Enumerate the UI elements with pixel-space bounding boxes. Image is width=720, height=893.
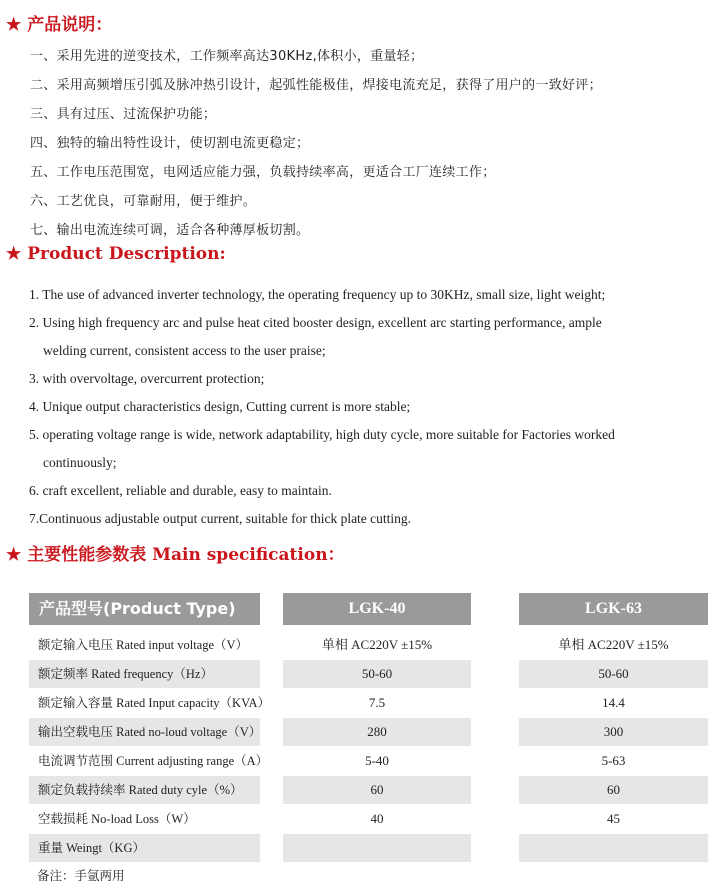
value-lgk40: 40 <box>370 811 384 826</box>
en-feature-list <box>29 281 615 533</box>
table-row <box>0 631 720 660</box>
value-lgk63: 50-60 <box>519 660 708 688</box>
value-lgk63: 45 <box>607 811 620 826</box>
table-row <box>0 776 720 805</box>
row-label: 额定输入电压 Rated input voltage（V） <box>38 638 249 652</box>
table-row <box>0 805 720 834</box>
list-item: 7.Continuous adjustable output current, suitable for thick plate cutting. <box>29 511 412 526</box>
table-row <box>0 718 720 747</box>
row-label: 输出空载电压 Rated no-loud voltage（V） <box>29 718 260 746</box>
cn-section-heading: ★ 产品说明： <box>6 15 113 35</box>
table-header-product-type: 产品型号(Product Type) <box>29 593 260 625</box>
list-item: 七、输出电流连续可调，适合各种薄厚板切割。 <box>30 223 310 238</box>
list-item: 四、独特的输出特性设计，使切割电流更稳定； <box>30 136 310 151</box>
en-section-heading: ★ Product Description: <box>6 244 226 264</box>
table-row <box>0 747 720 776</box>
list-item: 6. craft excellent, reliable and durable, easy to maintain. <box>29 483 332 498</box>
star-icon: ★ <box>6 244 22 264</box>
list-item: 三、具有过压、过流保护功能； <box>30 107 217 122</box>
value-lgk63: 300 <box>519 718 708 746</box>
list-item: 3. with overvoltage, overcurrent protection; <box>29 371 265 386</box>
list-item: 4. Unique output characteristics design, Cutting current is more stable; <box>29 399 411 414</box>
list-item: 2. Using high frequency arc and pulse heat cited booster design, excellent arc starting performance, ample <box>29 315 602 330</box>
value-lgk40: 5-40 <box>365 753 389 768</box>
list-item: 5. operating voltage range is wide, network adaptability, high duty cycle, more suitable for Factories worked <box>29 427 615 442</box>
row-label: 电流调节范围 Current adjusting range（A） <box>38 754 269 768</box>
value-lgk40: 7.5 <box>368 695 386 710</box>
spec-table <box>0 631 720 863</box>
value-lgk63: 单相 AC220V ±15% <box>558 637 669 652</box>
row-label: 重量 Weingt（KG） <box>29 834 260 862</box>
table-row <box>0 689 720 718</box>
value-lgk40: 单相 AC220V ±15% <box>321 637 433 652</box>
table-header-lgk63: LGK-63 <box>519 593 708 625</box>
cn-feature-list <box>30 42 602 245</box>
list-item-continuation: continuously; <box>43 455 117 470</box>
star-icon: ★ <box>6 545 22 565</box>
value-lgk40: 60 <box>283 776 471 804</box>
list-item-continuation: welding current, consistent access to the user praise; <box>43 343 326 358</box>
star-icon: ★ <box>6 15 22 35</box>
table-note: 备注：手氩两用 <box>37 869 125 883</box>
value-lgk63: 60 <box>519 776 708 804</box>
value-lgk40: 280 <box>283 718 471 746</box>
value-lgk63: 5-63 <box>601 753 626 768</box>
list-item: 五、工作电压范围宽，电网适应能力强，负载持续率高，更适合工厂连续工作； <box>30 165 496 180</box>
row-label: 空载损耗 No-load Loss（W） <box>38 812 196 826</box>
value-lgk40: 50-60 <box>283 660 471 688</box>
list-item: 六、工艺优良，可靠耐用，便于维护。 <box>30 194 257 209</box>
spec-section-heading: ★ 主要性能参数表 Main specification： <box>6 545 345 565</box>
list-item: 一、采用先进的逆变技术，工作频率高达30KHz,体积小，重量轻； <box>30 49 424 64</box>
table-row <box>0 660 720 689</box>
row-label: 额定负载持续率 Rated duty cyle（%） <box>29 776 260 804</box>
value-lgk40 <box>283 834 471 862</box>
row-label: 额定频率 Rated frequency（Hz） <box>29 660 260 688</box>
value-lgk63 <box>519 834 708 862</box>
table-row <box>0 834 720 863</box>
list-item: 二、采用高频增压引弧及脉冲热引设计，起弧性能极佳，焊接电流充足，获得了用户的一致好评； <box>30 78 602 93</box>
value-lgk63: 14.4 <box>602 695 625 710</box>
row-label: 额定输入容量 Rated Input capacity（KVA） <box>38 696 271 710</box>
table-header-lgk40: LGK-40 <box>283 593 471 625</box>
list-item: 1. The use of advanced inverter technology, the operating frequency up to 30KHz, small size, light weight; <box>29 287 606 302</box>
